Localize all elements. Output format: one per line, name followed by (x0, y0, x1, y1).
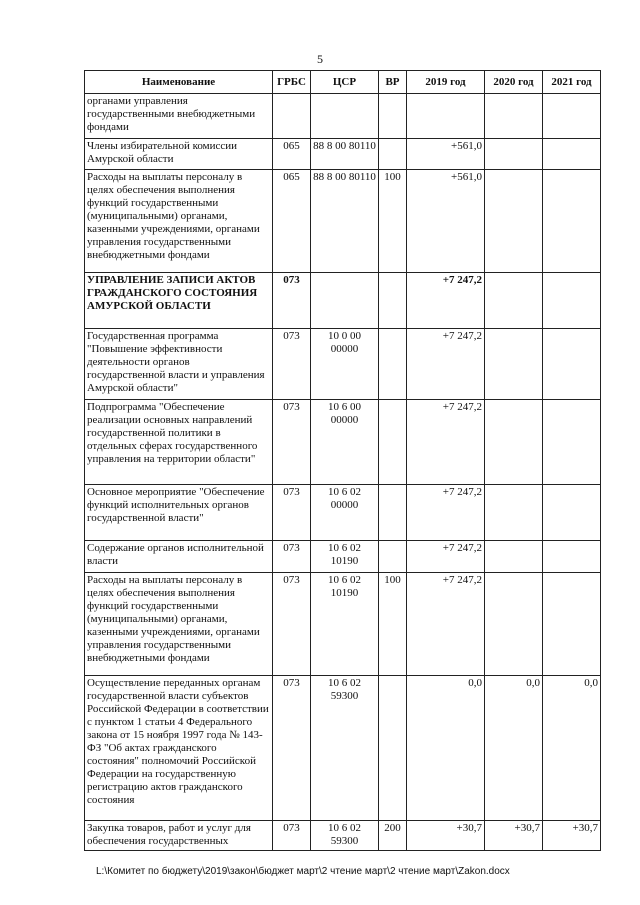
page-number: 5 (317, 52, 323, 66)
cell-grbs: 073 (273, 485, 311, 541)
cell-name: органами управления государственными внебюджетными фондами (85, 94, 273, 139)
header-2021: 2021 год (543, 71, 601, 94)
cell-name: Закупка товаров, работ и услуг для обеспечения государственных (85, 821, 273, 851)
cell-vr (379, 329, 407, 400)
budget-table (84, 70, 601, 851)
cell-2021: +30,7 (543, 821, 601, 851)
table-row (85, 170, 601, 273)
cell-grbs: 065 (273, 139, 311, 170)
cell-2019: +7 247,2 (407, 541, 485, 573)
cell-vr (379, 400, 407, 485)
cell-name: Государственная программа "Повышение эффективности деятельности органов государственной власти и управления Амурской области" (85, 329, 273, 400)
cell-2020: 0,0 (485, 676, 543, 821)
cell-name: Расходы на выплаты персоналу в целях обеспечения выполнения функций государственными (муниципальными) органами, казенными учреждениями, органами управления государственными внебюджетными фондами (85, 170, 273, 273)
cell-2019: +561,0 (407, 139, 485, 170)
cell-grbs: 073 (273, 400, 311, 485)
cell-2019: +7 247,2 (407, 400, 485, 485)
cell-2020 (485, 485, 543, 541)
cell-2021 (543, 400, 601, 485)
cell-2019: +7 247,2 (407, 329, 485, 400)
cell-grbs: 073 (273, 329, 311, 400)
cell-2021 (543, 541, 601, 573)
header-vr: ВР (379, 71, 407, 94)
cell-2021 (543, 94, 601, 139)
cell-vr: 200 (379, 821, 407, 851)
cell-name: Содержание органов исполнительной власти (85, 541, 273, 573)
cell-vr (379, 541, 407, 573)
table-row (85, 94, 601, 139)
cell-2019: 0,0 (407, 676, 485, 821)
table-body (85, 94, 601, 851)
cell-csr (311, 94, 379, 139)
cell-2020 (485, 541, 543, 573)
cell-2020 (485, 139, 543, 170)
table-row (85, 139, 601, 170)
cell-2021 (543, 329, 601, 400)
cell-vr (379, 485, 407, 541)
cell-vr: 100 (379, 170, 407, 273)
cell-csr: 10 6 02 59300 (311, 676, 379, 821)
footer-file-path: L:\Комитет по бюджету\2019\закон\бюджет март\2 чтение март\2 чтение март\Zakon.docx (96, 866, 510, 877)
cell-vr (379, 94, 407, 139)
cell-2021 (543, 139, 601, 170)
cell-name: УПРАВЛЕНИЕ ЗАПИСИ АКТОВ ГРАЖДАНСКОГО СОСТОЯНИЯ АМУРСКОЙ ОБЛАСТИ (85, 273, 273, 329)
cell-vr (379, 139, 407, 170)
cell-2021 (543, 170, 601, 273)
cell-csr: 10 6 02 00000 (311, 485, 379, 541)
cell-2020 (485, 573, 543, 676)
cell-name: Расходы на выплаты персоналу в целях обеспечения выполнения функций государственными (муниципальными) органами, казенными учреждениями, органами управления государственными внебюджетными фондами (85, 573, 273, 676)
table-row (85, 485, 601, 541)
cell-grbs: 073 (273, 821, 311, 851)
cell-2020 (485, 273, 543, 329)
cell-grbs: 073 (273, 676, 311, 821)
cell-csr: 10 6 02 10190 (311, 573, 379, 676)
header-csr: ЦСР (311, 71, 379, 94)
cell-csr: 10 6 00 00000 (311, 400, 379, 485)
table-row (85, 400, 601, 485)
cell-grbs: 073 (273, 541, 311, 573)
cell-2021: 0,0 (543, 676, 601, 821)
cell-2021 (543, 273, 601, 329)
table-header (85, 71, 601, 94)
table-row (85, 676, 601, 821)
cell-grbs (273, 94, 311, 139)
cell-csr: 10 0 00 00000 (311, 329, 379, 400)
cell-2020 (485, 329, 543, 400)
cell-csr: 88 8 00 80110 (311, 170, 379, 273)
cell-2019: +30,7 (407, 821, 485, 851)
cell-name: Осуществление переданных органам государственной власти субъектов Российской Федерации в соответствии с пунктом 1 статьи 4 Федерального закона от 15 ноября 1997 года № 143-ФЗ "Об актах гражданского состояния" полномочий Российской Федерации на государственную регистрацию актов гражданского состояния (85, 676, 273, 821)
cell-2020: +30,7 (485, 821, 543, 851)
cell-2020 (485, 400, 543, 485)
header-name: Наименование (85, 71, 273, 94)
table-row (85, 329, 601, 400)
cell-csr: 88 8 00 80110 (311, 139, 379, 170)
cell-2019 (407, 94, 485, 139)
cell-2019: +7 247,2 (407, 485, 485, 541)
cell-name: Члены избирательной комиссии Амурской области (85, 139, 273, 170)
cell-csr (311, 273, 379, 329)
table-row (85, 821, 601, 851)
cell-csr: 10 6 02 10190 (311, 541, 379, 573)
header-grbs: ГРБС (273, 71, 311, 94)
table-row (85, 273, 601, 329)
cell-grbs: 073 (273, 273, 311, 329)
cell-vr (379, 273, 407, 329)
cell-grbs: 065 (273, 170, 311, 273)
cell-vr (379, 676, 407, 821)
cell-2021 (543, 573, 601, 676)
cell-2020 (485, 94, 543, 139)
header-2019: 2019 год (407, 71, 485, 94)
cell-2020 (485, 170, 543, 273)
cell-2019: +7 247,2 (407, 273, 485, 329)
cell-name: Основное мероприятие "Обеспечение функций исполнительных органов государственной власти" (85, 485, 273, 541)
cell-csr: 10 6 02 59300 (311, 821, 379, 851)
cell-name: Подпрограмма "Обеспечение реализации основных направлений государственной политики в отдельных сферах государственного управления на территории области" (85, 400, 273, 485)
cell-grbs: 073 (273, 573, 311, 676)
cell-2019: +7 247,2 (407, 573, 485, 676)
header-2020: 2020 год (485, 71, 543, 94)
table-row (85, 573, 601, 676)
table-row (85, 541, 601, 573)
cell-2019: +561,0 (407, 170, 485, 273)
cell-vr: 100 (379, 573, 407, 676)
cell-2021 (543, 485, 601, 541)
